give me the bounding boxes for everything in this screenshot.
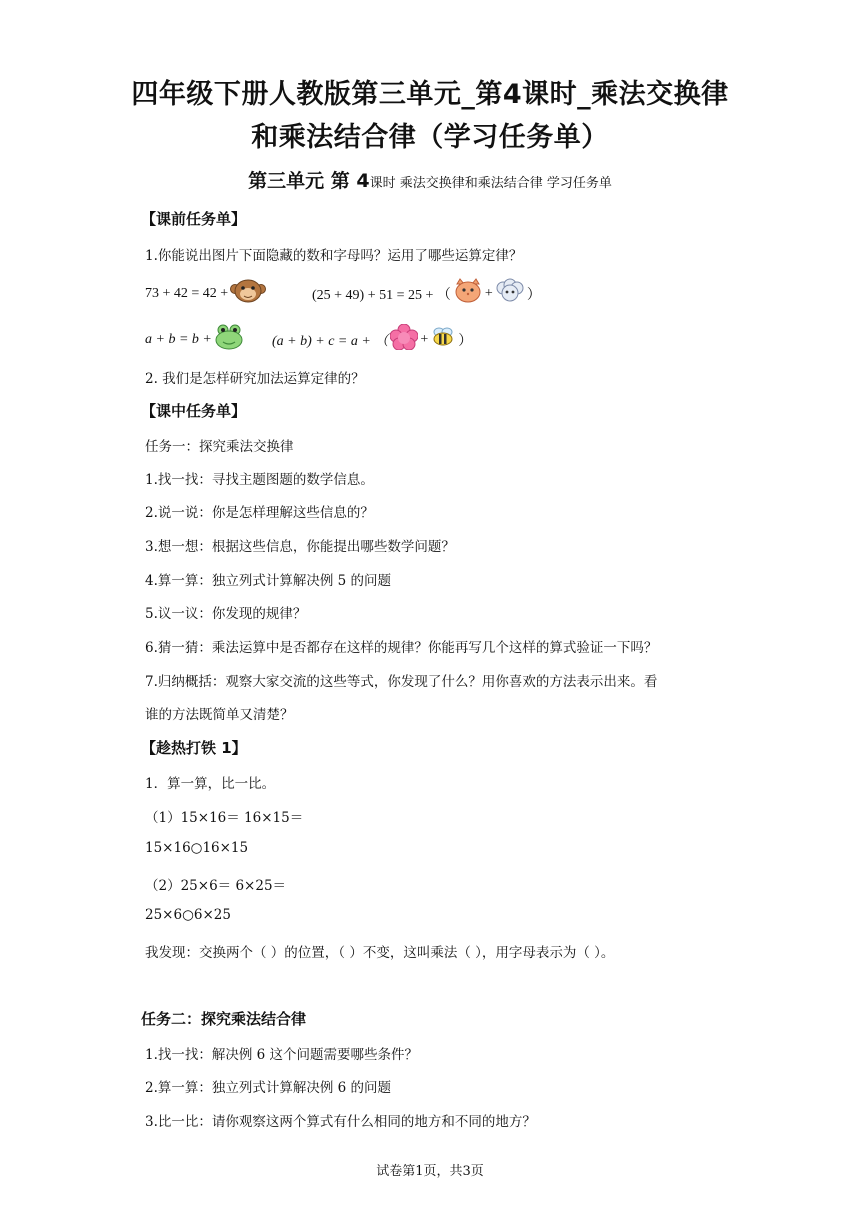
equation-addition-associative-numbers xyxy=(312,278,541,309)
task2-heading: 任务二：探究乘法结合律 xyxy=(141,1010,307,1028)
sheep-icon xyxy=(495,278,525,309)
task1-item: 4.算一算：独立列式计算解决例 5 的问题 xyxy=(145,573,392,589)
practice-line: （1）15×16＝ 16×15＝ xyxy=(145,810,304,826)
task2-item: 1.找一找：解决例 6 这个问题需要哪些条件？ xyxy=(145,1047,419,1063)
task2-item: 3.比一比：请你观察这两个算式有什么相同的地方和不同的地方？ xyxy=(145,1114,536,1130)
task1-title: 任务一：探究乘法交换律 xyxy=(145,439,294,455)
pre-class-question-2: 2. 我们是怎样研究加法运算定律的？ xyxy=(145,371,365,387)
cat-icon xyxy=(453,278,483,309)
pre-class-heading: 【课前任务单】 xyxy=(141,210,247,228)
monkey-icon xyxy=(230,278,266,309)
task1-item: 6.猜一猜：乘法运算中是否都存在这样的规律？你能再写几个这样的算式验证一下吗？ xyxy=(145,640,658,656)
practice-heading: 【趁热打铁 1】 xyxy=(141,739,247,757)
equation-addition-commutative-letters xyxy=(145,324,246,355)
equation-close: ） xyxy=(458,333,473,349)
equation-text: (25 + 49) + 51 = 25 + （ xyxy=(312,287,451,303)
equation-text: a + b = b + xyxy=(145,331,212,347)
pre-class-question-1: 1.你能说出图片下面隐藏的数和字母吗？运用了哪些运算定律？ xyxy=(145,248,523,264)
task1-item: 1.找一找：寻找主题图题的数学信息。 xyxy=(145,472,374,488)
frog-icon xyxy=(214,324,244,355)
practice-line: 25×6○6×25 xyxy=(145,907,231,923)
practice-line: 1．算一算，比一比。 xyxy=(145,776,276,792)
document-title-line2: 和乘法结合律（学习任务单） xyxy=(251,122,609,153)
equation-addition-associative-letters xyxy=(272,324,472,355)
flower-icon xyxy=(390,324,418,355)
equation-text: (a + b) + c = a + （ xyxy=(272,333,389,349)
equation-plus: + xyxy=(484,285,493,301)
task1-item: 5.议一议：你发现的规律？ xyxy=(145,606,307,622)
equation-close: ） xyxy=(526,287,541,303)
task1-item-continued: 谁的方法既简单又清楚？ xyxy=(145,707,294,723)
subtitle-unit: 第三单元 第 4 xyxy=(248,170,370,192)
page-footer: 试卷第1页，共3页 xyxy=(376,1164,484,1179)
practice-finding: 我发现：交换两个（ ）的位置，（ ）不变，这叫乘法（ ），用字母表示为（ ）。 xyxy=(145,945,615,961)
bee-icon xyxy=(430,325,456,354)
task1-item: 2.说一说：你是怎样理解这些信息的？ xyxy=(145,505,374,521)
equation-text: 73 + 42 = 42 + xyxy=(145,285,229,301)
equation-plus: + xyxy=(420,331,429,347)
document-title-line1: 四年级下册人教版第三单元_第4课时_乘法交换律 xyxy=(131,79,729,110)
practice-line: （2）25×6＝ 6×25＝ xyxy=(145,878,287,894)
equation-addition-commutative xyxy=(145,278,268,309)
document-subtitle xyxy=(0,166,860,193)
task2-item: 2.算一算：独立列式计算解决例 6 的问题 xyxy=(145,1080,392,1096)
subtitle-lesson: 课时 乘法交换律和乘法结合律 学习任务单 xyxy=(369,176,612,191)
task1-item: 3.想一想：根据这些信息，你能提出哪些数学问题？ xyxy=(145,539,455,555)
practice-line: 15×16○16×15 xyxy=(145,840,249,856)
task1-item: 7.归纳概括：观察大家交流的这些等式，你发现了什么？用你喜欢的方法表示出来。看 xyxy=(145,674,658,690)
in-class-heading: 【课中任务单】 xyxy=(141,402,247,420)
